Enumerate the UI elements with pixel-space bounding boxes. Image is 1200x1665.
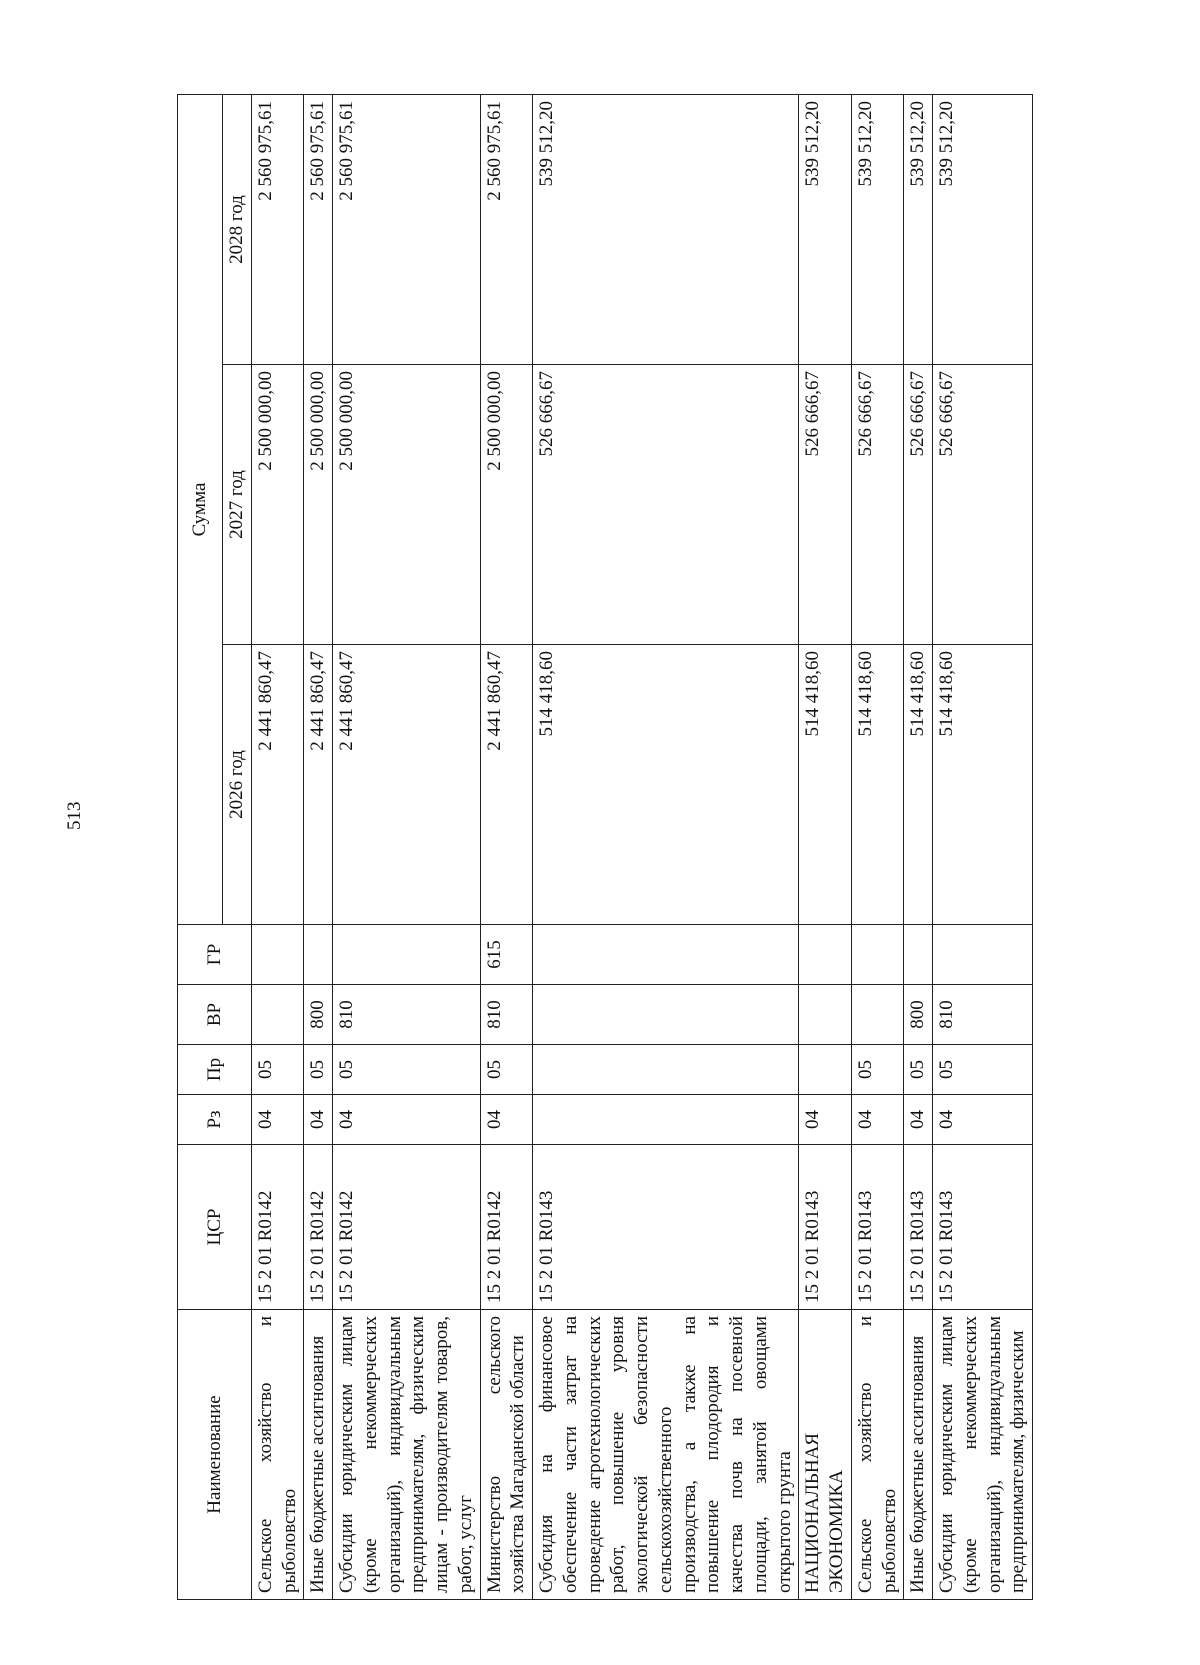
header-2028: 2028 год <box>223 94 252 364</box>
cell-2026: 2 441 860,47 <box>333 645 481 925</box>
cell-pr <box>533 1045 799 1095</box>
cell-rz: 04 <box>904 1095 933 1145</box>
page-number: 513 <box>64 801 85 830</box>
cell-2027: 2 500 000,00 <box>480 365 533 645</box>
cell-vr: 810 <box>480 985 533 1045</box>
cell-gr: 615 <box>480 925 533 985</box>
cell-2027: 2 500 000,00 <box>333 365 481 645</box>
table-row <box>851 94 904 1599</box>
cell-csr: 15 2 01 R0142 <box>480 1145 533 1310</box>
cell-csr: 15 2 01 R0143 <box>799 1145 852 1310</box>
cell-vr: 800 <box>904 985 933 1045</box>
cell-2028: 2 560 975,61 <box>480 94 533 364</box>
cell-gr <box>251 925 304 985</box>
cell-gr <box>333 925 481 985</box>
cell-2027: 2 500 000,00 <box>304 365 333 645</box>
cell-vr <box>251 985 304 1045</box>
cell-gr <box>933 925 1033 985</box>
cell-gr <box>851 925 904 985</box>
cell-vr: 800 <box>304 985 333 1045</box>
cell-name: Иные бюджетные ассигнования <box>304 1310 333 1600</box>
cell-name: Субсидии юридическим лицам (кроме некоммерческих организаций), индивидуальным предпринимателям, физическим <box>933 1310 1033 1600</box>
budget-table <box>177 94 1033 1600</box>
cell-2026: 514 418,60 <box>533 645 799 925</box>
cell-rz: 04 <box>304 1095 333 1145</box>
cell-name: Субсидии юридическим лицам (кроме некоммерческих организаций), индивидуальным предпринимателям, физическим лицам - производителям товаров, работ, услуг <box>333 1310 481 1600</box>
cell-rz: 04 <box>851 1095 904 1145</box>
cell-name: НАЦИОНАЛЬНАЯ ЭКОНОМИКА <box>799 1310 852 1600</box>
cell-2027: 2 500 000,00 <box>251 365 304 645</box>
header-2026: 2026 год <box>223 645 252 925</box>
cell-csr: 15 2 01 R0142 <box>304 1145 333 1310</box>
cell-2028: 539 512,20 <box>799 94 852 364</box>
cell-2027: 526 666,67 <box>851 365 904 645</box>
cell-csr: 15 2 01 R0142 <box>333 1145 481 1310</box>
cell-2026: 514 418,60 <box>799 645 852 925</box>
cell-2027: 526 666,67 <box>533 365 799 645</box>
rotated-table-wrapper <box>177 95 1075 1600</box>
header-name: Наименование <box>178 1310 252 1600</box>
cell-2028: 539 512,20 <box>904 94 933 364</box>
cell-gr <box>533 925 799 985</box>
cell-rz: 04 <box>251 1095 304 1145</box>
table-row <box>904 94 933 1599</box>
cell-name: Министерство сельского хозяйства Магаданской области <box>480 1310 533 1600</box>
cell-csr: 15 2 01 R0143 <box>933 1145 1033 1310</box>
cell-csr: 15 2 01 R0143 <box>851 1145 904 1310</box>
cell-vr <box>851 985 904 1045</box>
cell-pr: 05 <box>904 1045 933 1095</box>
cell-2028: 539 512,20 <box>933 94 1033 364</box>
cell-name: Сельское хозяйство и рыболовство <box>251 1310 304 1600</box>
table-row <box>480 94 533 1599</box>
cell-pr: 05 <box>480 1045 533 1095</box>
header-2027: 2027 год <box>223 365 252 645</box>
header-rz: Рз <box>178 1095 252 1145</box>
cell-vr: 810 <box>333 985 481 1045</box>
cell-2026: 514 418,60 <box>851 645 904 925</box>
cell-rz <box>533 1095 799 1145</box>
cell-rz: 04 <box>799 1095 852 1145</box>
cell-2028: 2 560 975,61 <box>251 94 304 364</box>
cell-csr: 15 2 01 R0143 <box>533 1145 799 1310</box>
cell-vr: 810 <box>933 985 1033 1045</box>
cell-pr: 05 <box>304 1045 333 1095</box>
cell-gr <box>904 925 933 985</box>
cell-pr <box>799 1045 852 1095</box>
cell-2028: 2 560 975,61 <box>304 94 333 364</box>
cell-2028: 539 512,20 <box>533 94 799 364</box>
table-row <box>933 94 1033 1599</box>
table-row <box>533 94 799 1599</box>
cell-gr <box>304 925 333 985</box>
cell-2026: 514 418,60 <box>933 645 1033 925</box>
header-row <box>178 94 223 1599</box>
cell-gr <box>799 925 852 985</box>
cell-vr <box>533 985 799 1045</box>
cell-rz: 04 <box>333 1095 481 1145</box>
cell-name: Сельское хозяйство и рыболовство <box>851 1310 904 1600</box>
cell-2026: 514 418,60 <box>904 645 933 925</box>
cell-pr: 05 <box>251 1045 304 1095</box>
cell-2026: 2 441 860,47 <box>251 645 304 925</box>
table-row <box>799 94 852 1599</box>
cell-csr: 15 2 01 R0142 <box>251 1145 304 1310</box>
header-sum: Сумма <box>178 94 223 924</box>
cell-vr <box>799 985 852 1045</box>
cell-2028: 2 560 975,61 <box>333 94 481 364</box>
cell-2027: 526 666,67 <box>799 365 852 645</box>
cell-name: Субсидия на финансовое обеспечение части затрат на проведение агротехнологических работ, повышение уровня экологической безопасности сельскохозяйственного производства, а также на повышение плодородия и качества почв на посевной площади, занятой овощами открытого грунта <box>533 1310 799 1600</box>
table-row <box>304 94 333 1599</box>
cell-pr: 05 <box>851 1045 904 1095</box>
cell-pr: 05 <box>933 1045 1033 1095</box>
cell-2026: 2 441 860,47 <box>304 645 333 925</box>
cell-name: Иные бюджетные ассигнования <box>904 1310 933 1600</box>
table-row <box>251 94 304 1599</box>
cell-2026: 2 441 860,47 <box>480 645 533 925</box>
table-row <box>333 94 481 1599</box>
header-gr: ГР <box>178 925 252 985</box>
cell-2027: 526 666,67 <box>933 365 1033 645</box>
header-pr: Пр <box>178 1045 252 1095</box>
header-vr: ВР <box>178 985 252 1045</box>
cell-csr: 15 2 01 R0143 <box>904 1145 933 1310</box>
cell-rz: 04 <box>480 1095 533 1145</box>
header-csr: ЦСР <box>178 1145 252 1310</box>
cell-2027: 526 666,67 <box>904 365 933 645</box>
cell-rz: 04 <box>933 1095 1033 1145</box>
cell-2028: 539 512,20 <box>851 94 904 364</box>
cell-pr: 05 <box>333 1045 481 1095</box>
